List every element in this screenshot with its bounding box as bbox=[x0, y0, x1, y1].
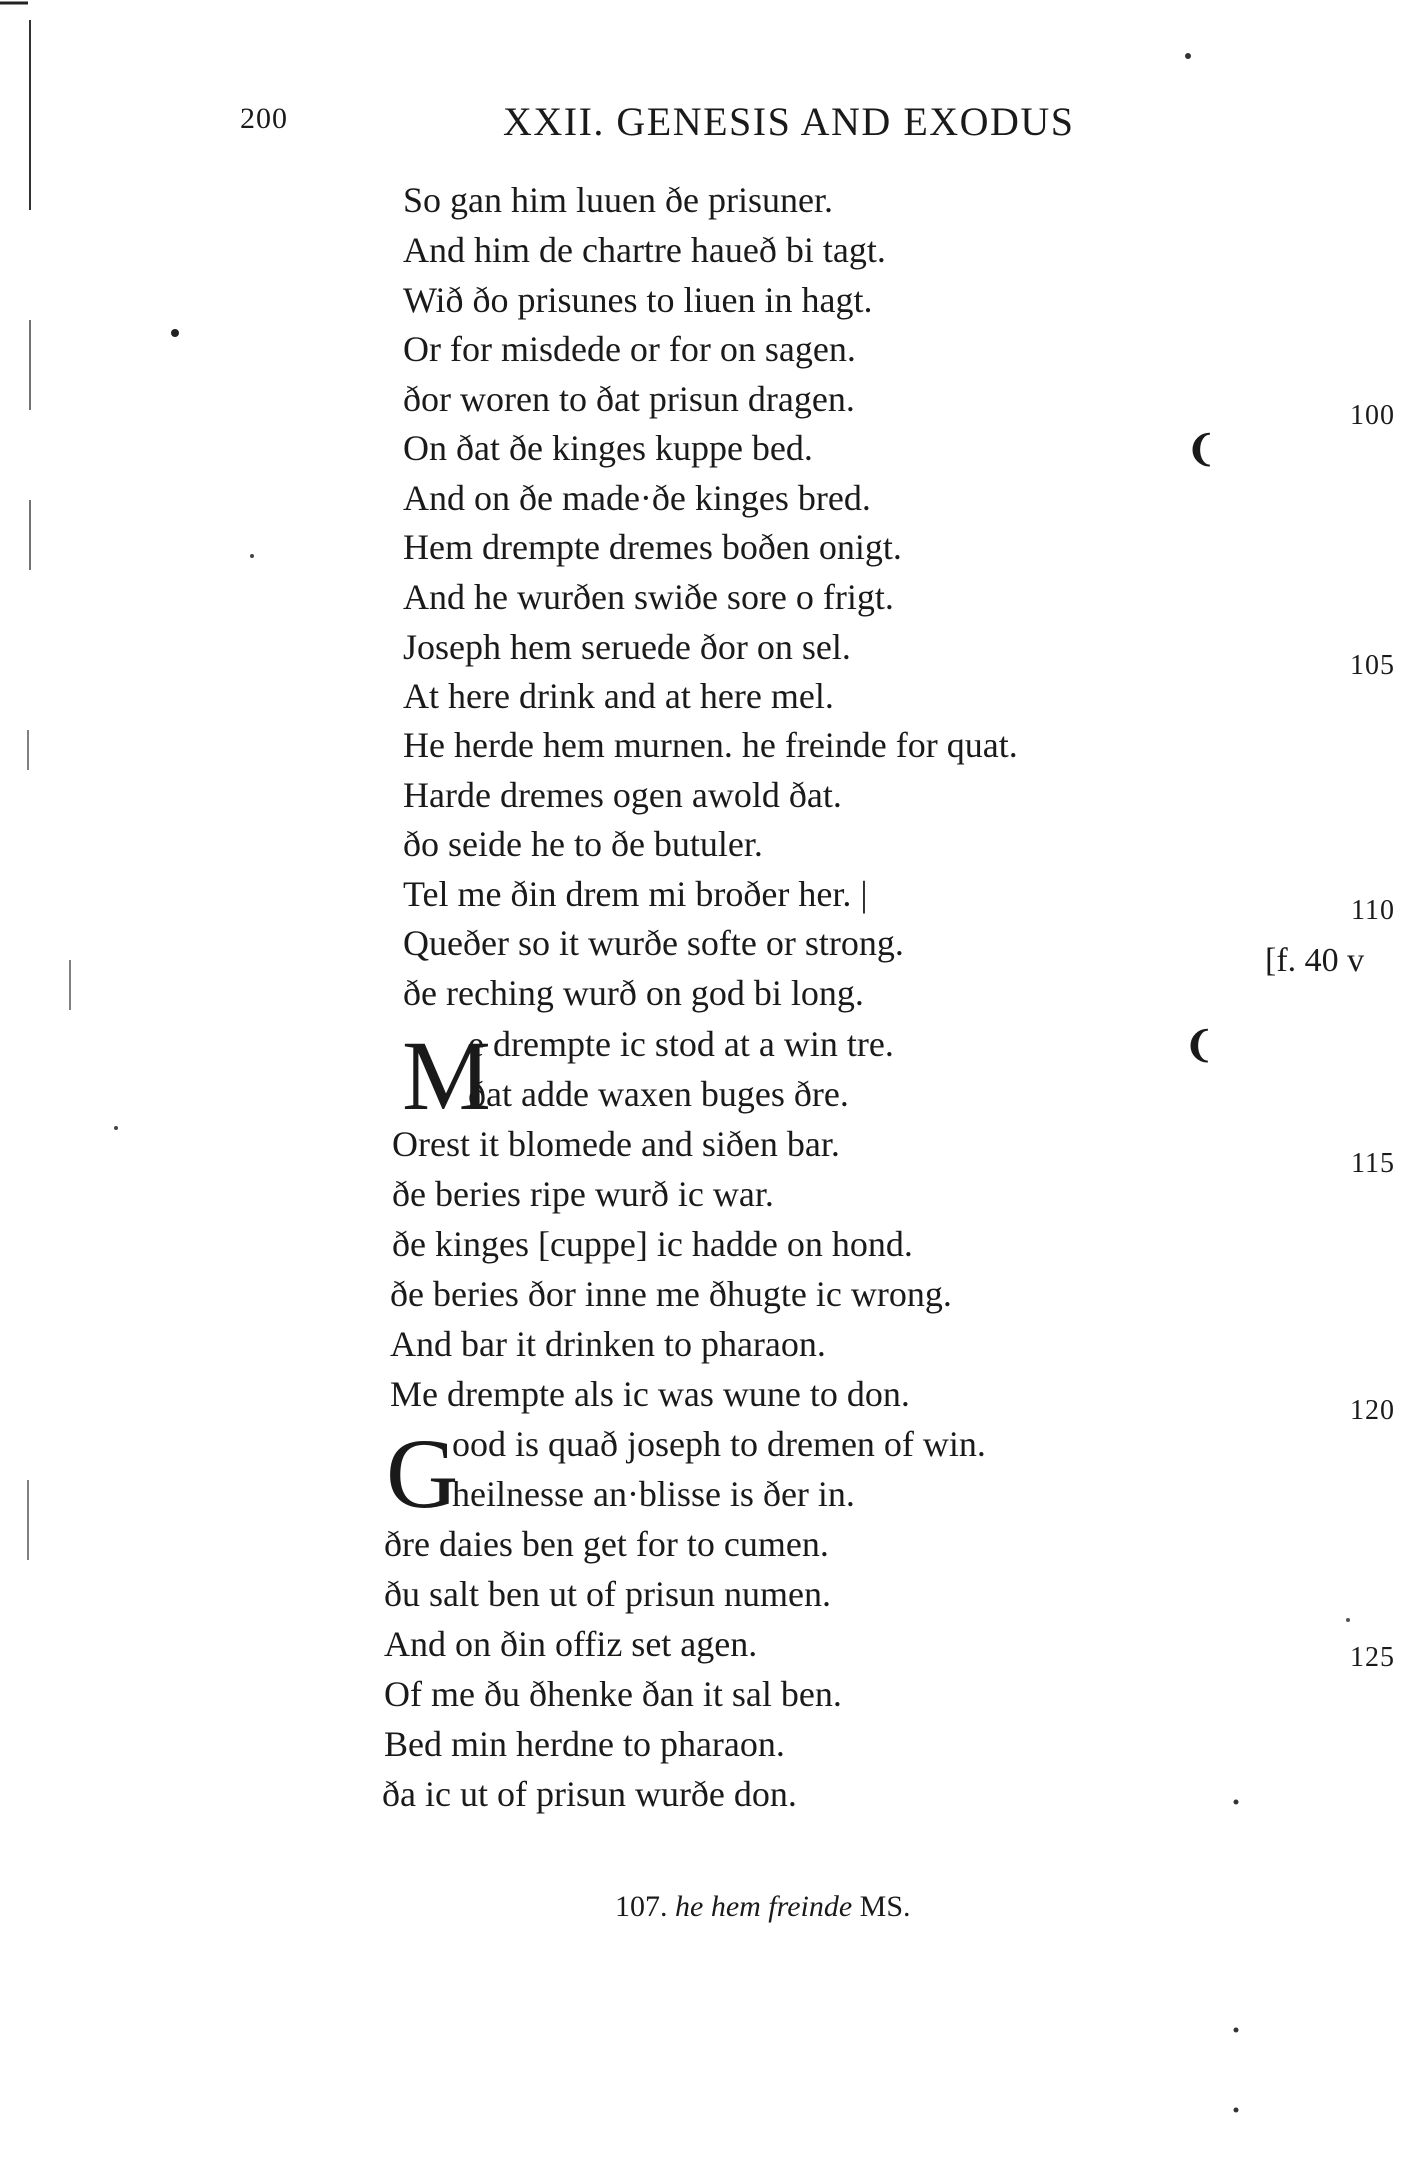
verse-line: Tel me ðin drem mi broðer her. | bbox=[403, 874, 868, 914]
verse-line: ðor woren to ðat prisun dragen. bbox=[403, 379, 855, 419]
verse-line: And bar it drinken to pharaon. bbox=[390, 1324, 826, 1364]
verse-line: ðo seide he to ðe butuler. bbox=[403, 824, 763, 864]
verse-line: And on ðin offiz set agen. bbox=[384, 1624, 758, 1664]
verse-line: Me drempte als ic was wune to don. bbox=[390, 1374, 910, 1414]
verse-line: ðe reching wurð on god bi long. bbox=[403, 973, 864, 1013]
verse-line: And he wurðen swiðe sore o frigt. bbox=[403, 577, 894, 617]
verse-line: Wið ðo prisunes to liuen in hagt. bbox=[403, 280, 873, 320]
line-number: 105 bbox=[1350, 650, 1395, 681]
footnote-number: 107. bbox=[615, 1890, 668, 1923]
verse-line: Hem drempte dremes boðen onigt. bbox=[403, 527, 902, 567]
page-number: 200 bbox=[240, 102, 288, 135]
verse-line: Orest it blomede and siðen bar. bbox=[392, 1124, 840, 1164]
verse-line: ðre daies ben get for to cumen. bbox=[384, 1524, 829, 1564]
verse-line: So gan him luuen ðe prisuner. bbox=[403, 180, 833, 220]
verse-line: ðat adde waxen buges ðre. bbox=[468, 1074, 849, 1114]
line-number: 120 bbox=[1350, 1395, 1395, 1426]
footnote-suffix: MS. bbox=[859, 1890, 911, 1923]
verse-line: Queðer so it wurðe softe or strong. bbox=[403, 923, 904, 963]
verse-line: ðu salt ben ut of prisun numen. bbox=[384, 1574, 831, 1614]
verse-line: Of me ðu ðhenke ðan it sal ben. bbox=[384, 1674, 842, 1714]
verse-line: ðe beries ripe wurð ic war. bbox=[392, 1174, 774, 1214]
verse-line: At here drink and at here mel. bbox=[403, 676, 834, 716]
verse-line: e drempte ic stod at a win tre. bbox=[468, 1024, 894, 1064]
drop-cap-m: M bbox=[402, 1020, 491, 1131]
verse-line: ðe kinges [cuppe] ic hadde on hond. bbox=[392, 1224, 913, 1264]
verse-line: Harde dremes ogen awold ðat. bbox=[403, 775, 842, 815]
line-number: 115 bbox=[1351, 1148, 1395, 1179]
drop-cap-g: G bbox=[386, 1418, 459, 1529]
verse-line: Or for misdede or for on sagen. bbox=[403, 329, 856, 369]
verse-line: heilnesse an·blisse is ðer in. bbox=[452, 1474, 855, 1514]
verse-line: And on ðe made·ðe kinges bred. bbox=[403, 478, 871, 518]
verse-line: On ðat ðe kinges kuppe bed. bbox=[403, 428, 813, 468]
verse-line: ða ic ut of prisun wurðe don. bbox=[382, 1774, 797, 1814]
verse-line: Bed min herdne to pharaon. bbox=[384, 1724, 785, 1764]
footnote-italic: he hem freinde bbox=[675, 1890, 853, 1923]
line-number: 100 bbox=[1350, 400, 1395, 431]
paraph-mark: ❨ bbox=[1186, 429, 1217, 469]
verse-line: ðe beries ðor inne me ðhugte ic wrong. bbox=[390, 1274, 952, 1314]
running-head: XXII. GENESIS AND EXODUS bbox=[503, 99, 1075, 144]
verse-line: ood is quað joseph to dremen of win. bbox=[452, 1424, 986, 1464]
line-number: 110 bbox=[1351, 895, 1395, 926]
folio-reference: [f. 40 v bbox=[1265, 942, 1365, 979]
paraph-mark: ❨ bbox=[1184, 1025, 1215, 1065]
verse-line: Joseph hem seruede ðor on sel. bbox=[403, 627, 851, 667]
verse-line: And him de chartre haueð bi tagt. bbox=[403, 230, 886, 270]
line-number: 125 bbox=[1350, 1642, 1395, 1673]
verse-line: He herde hem murnen. he freinde for quat. bbox=[403, 725, 1018, 765]
